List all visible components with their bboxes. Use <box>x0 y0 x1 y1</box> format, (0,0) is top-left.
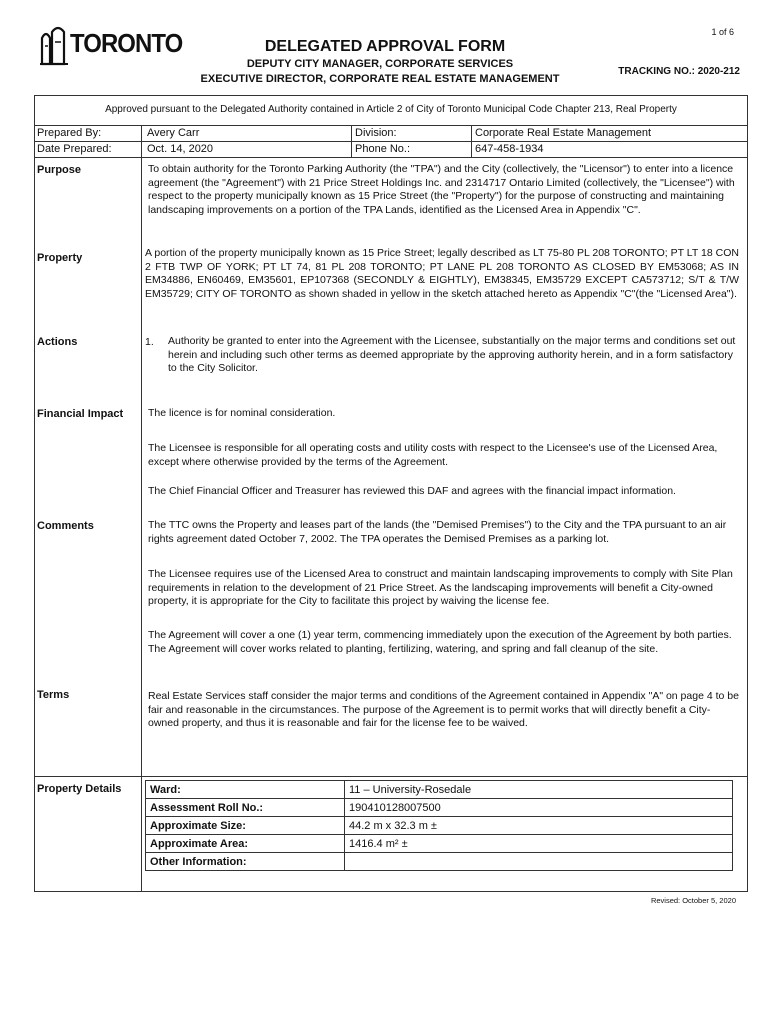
terms-text: Real Estate Services staff consider the major terms and conditions of the Agreement contained in Appendix "A" on page 4 to be fair and reasonable in the circumstances. The purpose of the Agreement is to permit works that will directly benefit a City-owned property, and thus it is reasonable and fair for the license fee to be waived. <box>148 690 739 729</box>
terms-label: Terms <box>37 689 70 701</box>
logo-wordmark: TORONTO <box>70 28 183 58</box>
table-row <box>146 817 733 835</box>
prepared-by-label: Prepared By: <box>37 127 102 139</box>
financial-impact-text-1: The licence is for nominal consideration. <box>148 407 336 419</box>
form-body <box>34 95 748 892</box>
phone-value: 647-458-1934 <box>475 143 544 155</box>
division-value: Corporate Real Estate Management <box>475 127 652 139</box>
other-information-label: Other Information: <box>146 853 345 871</box>
actions-text: Authority be granted to enter into the Agreement with the Licensee, substantially on the major terms and conditions set out herein and including such other terms as deemed appropriate by the approving authority herein, and in a form satisfactory to the City Solicitor. <box>168 335 736 374</box>
financial-impact-text-3: The Chief Financial Officer and Treasurer has reviewed this DAF and agrees with the financial impact information. <box>148 485 676 497</box>
purpose-text: To obtain authority for the Toronto Parking Authority (the "TPA") and the City (collectively, the "Licensor") to enter into a licence agreement (the "Agreement") with 21 Price Street Holdings Inc. and 2314717 Ontario Limited (collectively, the "Licensee") with respect to the property municipally known as 15 Price Street (the "Property") for the purpose of constructing and maintaining landscaping improvements on a portion of the TPA Lands, identified as the Licensed Area in Appendix "C". <box>148 163 735 216</box>
ward-value: 11 – University-Rosedale <box>345 781 733 799</box>
date-prepared-value: Oct. 14, 2020 <box>147 143 214 155</box>
other-information-value <box>345 853 733 871</box>
table-row <box>146 781 733 799</box>
financial-impact-text-2: The Licensee is responsible for all operating costs and utility costs with respect to the Licensee's use of the Licensed Area, except where otherwise provided by the terms of the Agreement. <box>148 442 718 468</box>
revision-date: Revised: October 5, 2020 <box>650 896 736 905</box>
table-row <box>146 835 733 853</box>
purpose-label: Purpose <box>37 164 82 176</box>
financial-impact-label: Financial Impact <box>37 408 124 420</box>
ward-label: Ward: <box>146 781 345 799</box>
table-row <box>146 799 733 817</box>
column-divider <box>471 125 472 157</box>
comments-label: Comments <box>37 520 94 532</box>
divider <box>35 776 747 777</box>
table-row <box>146 853 733 871</box>
form-title: DELEGATED APPROVAL FORM <box>264 38 506 55</box>
actions-number: 1. <box>145 336 154 348</box>
actions-label: Actions <box>37 336 78 348</box>
property-text: A portion of the property municipally known as 15 Price Street; legally described as LT 75-80 PL 208 TORONTO; PT LT 18 CON 2 FTB TWP OF YORK; PT LT 74, 81 PL 208 TORONTO; PT LANE PL 208 TORONTO AS CLOSED BY EM53068; AS IN EM34886, EN60469, EM35601, EP107368 (SECONDLY & EIGHTLY), EM38345, EM35729 EXCEPT CA573712; S/T & T/W EM35729; CITY OF TORONTO as shown shaded in yellow in the sketch attached hereto as Appendix "C"(the "Licensed Area"). <box>145 247 739 300</box>
phone-label: Phone No.: <box>355 143 411 155</box>
column-divider <box>351 125 352 157</box>
form-subtitle-2: EXECUTIVE DIRECTOR, CORPORATE REAL ESTATE MANAGEMENT <box>200 73 560 85</box>
approximate-area-label: Approximate Area: <box>146 835 345 853</box>
approximate-size-value: 44.2 m x 32.3 m ± <box>345 817 733 835</box>
comments-text-2: The Licensee requires use of the Licensed Area to construct and maintain landscaping improvements to comply with Site Plan requirements in relation to the development of 21 Price Street. As the landscaping improvements will benefit a City-owned property, it is appropriate for the City to facilitate this project by waiving the license fee. <box>148 568 733 607</box>
property-details-table <box>145 780 733 871</box>
assessment-roll-label: Assessment Roll No.: <box>146 799 345 817</box>
form-subtitle-1: DEPUTY CITY MANAGER, CORPORATE SERVICES <box>246 58 514 70</box>
comments-text-1: The TTC owns the Property and leases part of the lands (the "Demised Premises") to the City and the TPA pursuant to an air rights agreement dated October 7, 2002. The TPA operates the Demised Premises as a parking lot. <box>148 519 727 545</box>
prepared-by-value: Avery Carr <box>147 127 200 139</box>
property-label: Property <box>37 252 83 264</box>
division-label: Division: <box>355 127 397 139</box>
comments-text-3: The Agreement will cover a one (1) year term, commencing immediately upon the execution of the Agreement by both parties. The Agreement will cover works related to planting, fertilizing, watering, and spring and fall cleanup of the site. <box>148 629 732 655</box>
date-prepared-label: Date Prepared: <box>37 143 112 155</box>
approval-authority-text: Approved pursuant to the Delegated Authority contained in Article 2 of City of Toronto Municipal Code Chapter 213, Real Property <box>105 104 677 115</box>
approximate-size-label: Approximate Size: <box>146 817 345 835</box>
page-number: 1 of 6 <box>711 27 734 37</box>
tracking-number: TRACKING NO.: 2020-212 <box>618 66 740 77</box>
approximate-area-value: 1416.4 m² ± <box>345 835 733 853</box>
assessment-roll-value: 190410128007500 <box>345 799 733 817</box>
property-details-label: Property Details <box>37 783 122 795</box>
